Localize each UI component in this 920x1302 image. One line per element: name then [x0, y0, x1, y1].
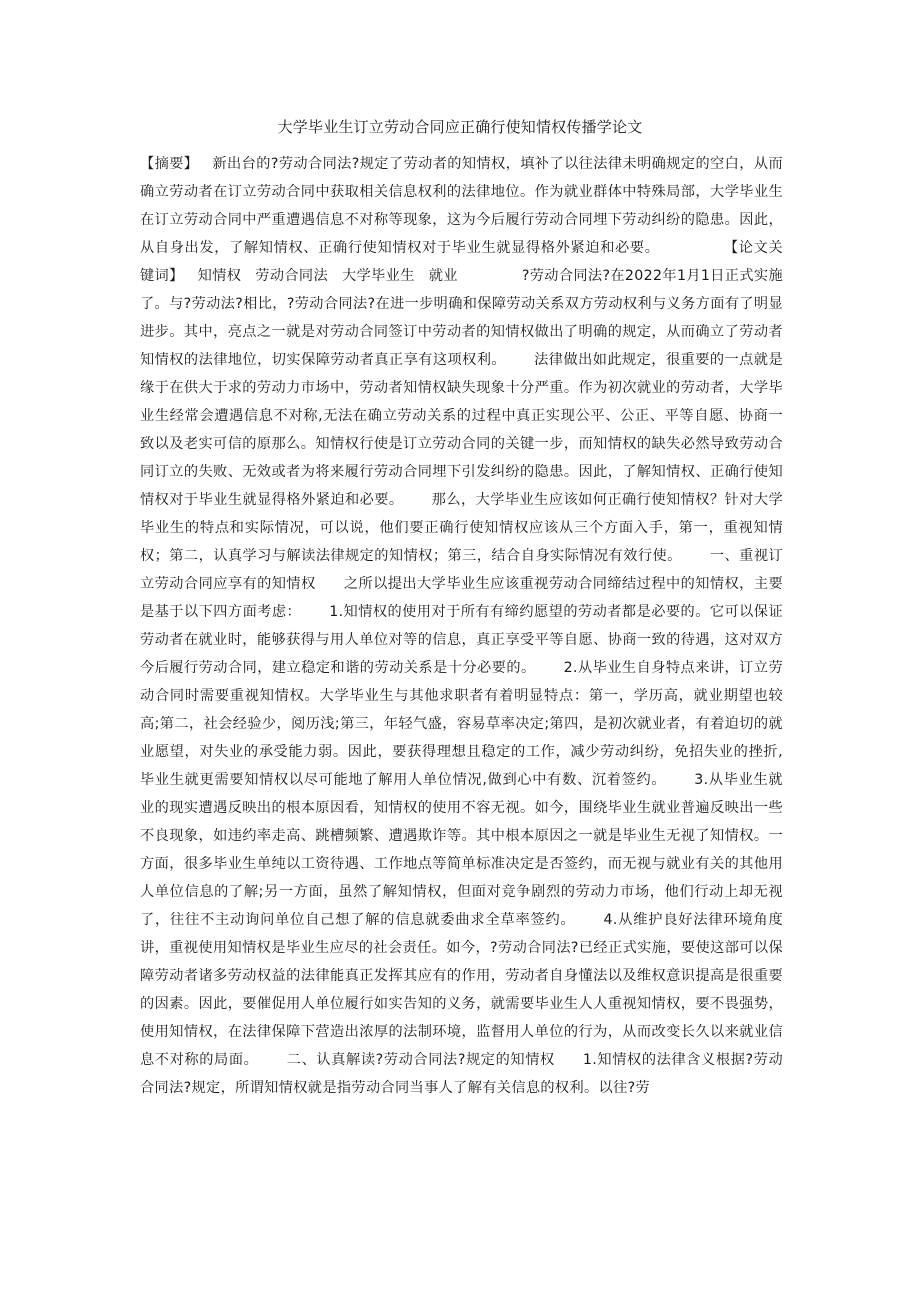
paragraph: ?劳动合同法?在2022年1月1日正式实施了。与?劳动法?相比，?劳动合同法?在进一步明确和保障劳动关系双方劳动权利与义务方面有了明显进步。其中，亮点之一就是对劳动合同签订中劳动者的知情权做出了明确的规定，从而确立了劳动者知情权的法律地位，切实保障劳动者真正享有这项权利。 [140, 268, 783, 368]
section-heading: 二、认真解读?劳动合同法?规定的知情权 [286, 1052, 555, 1068]
abstract-text: 新出台的?劳动合同法?规定了劳动者的知情权，填补了以往法律未明确规定的空白，从而确立劳动者在订立劳动合同中获取相关信息权利的法律地位。作为就业群体中特殊局部，大学毕业生在订立劳动合同中严重遭遇信息不对称等现象，这为今后履行劳动合同埋下劳动纠纷的隐患。因此，从自身出发，了解知情权、正确行使知情权对于毕业生就显得格外紧迫和必要。 [140, 156, 783, 256]
keywords-label: 【论文关键词】 [140, 240, 783, 284]
section-heading: 一、重视订立劳动合同应享有的知情权 [140, 548, 783, 592]
paragraph: 3.从毕业生就业的现实遭遇反映出的根本原因看，知情权的使用不容无视。如今，围绕毕业生就业普遍反映出一些不良现象，如违约率走高、跳槽频繁、遭遇欺诈等。其中根本原因之一就是毕业生无视了知情权。一方面，很多毕业生单纯以工资待遇、工作地点等简单标准决定是否签约，而无视与就业有关的其他用人单位信息的了解;另一方面，虽然了解知情权，但面对竞争剧烈的劳动力市场，他们行动上却无视了，往往不主动询问单位自己想了解的信息就委曲求全草率签约。 [140, 772, 783, 928]
paragraph: 1.知情权的使用对于所有有缔约愿望的劳动者都是必要的。它可以保证劳动者在就业时，能够获得与用人单位对等的信息，真正享受平等自愿、协商一致的待遇，这对双方今后履行劳动合同，建立稳定和谐的劳动关系是十分必要的。 [140, 604, 783, 676]
keyword: 知情权 [197, 268, 242, 284]
abstract-label: 【摘要】 [140, 156, 199, 172]
paragraph: 法律做出如此规定，很重要的一点就是缘于在供大于求的劳动力市场中，劳动者知情权缺失现象十分严重。作为初次就业的劳动者，大学毕业生经常会遭遇信息不对称,无法在确立劳动关系的过程中真正实现公平、公正、平等自愿、协商一致以及老实可信的原那么。知情权行使是订立劳动合同的关键一步，而知情权的缺失必然导致劳动合同订立的失败、无效或者为将来履行劳动合同埋下引发纠纷的隐患。因此，了解知情权、正确行使知情权对于毕业生就显得格外紧迫和必要。 [140, 352, 783, 508]
keyword: 就业 [428, 268, 458, 284]
keyword: 大学毕业生 [342, 268, 415, 284]
paragraph: 那么，大学毕业生应该如何正确行使知情权？针对大学毕业生的特点和实际情况，可以说，他们要正确行使知情权应该从三个方面入手，第一，重视知情权；第二，认真学习与解读法律规定的知情权；第三，结合自身实际情况有效行使。 [140, 492, 783, 564]
paragraph: 之所以提出大学毕业生应该重视劳动合同缔结过程中的知情权，主要是基于以下四方面考虑： [140, 576, 783, 620]
document-body [140, 150, 783, 1290]
keyword: 劳动合同法 [255, 268, 329, 284]
paragraph: 1.知情权的法律含义根据?劳动合同法?规定，所谓知情权就是指劳动合同当事人了解有关信息的权利。以往?劳 [140, 1052, 783, 1096]
paragraph: 4.从维护良好法律环境角度讲，重视使用知情权是毕业生应尽的社会责任。如今，?劳动合同法?已经正式实施，要使这部可以保障劳动者诸多劳动权益的法律能真正发挥其应有的作用，劳动者自身懂法以及维权意识提高是很重要的因素。因此，要催促用人单位履行如实告知的义务，就需要毕业生人人重视知情权，要不畏强势，使用知情权，在法律保障下营造出浓厚的法制环境，监督用人单位的行为，从而改变长久以来就业信息不对称的局面。 [140, 912, 783, 1068]
document-title: 大学毕业生订立劳动合同应正确行使知情权传播学论文 [277, 118, 643, 136]
paragraph: 2.从毕业生自身特点来讲，订立劳动合同时需要重视知情权。大学毕业生与其他求职者有着明显特点：第一，学历高，就业期望也较高;第二，社会经验少，阅历浅;第三，年轻气盛，容易草率决定;第四，是初次就业者，有着迫切的就业愿望，对失业的承受能力弱。因此，要获得理想且稳定的工作，减少劳动纠纷，免招失业的挫折,毕业生就更需要知情权以尽可能地了解用人单位情况,做到心中有数、沉着签约。 [140, 660, 783, 788]
